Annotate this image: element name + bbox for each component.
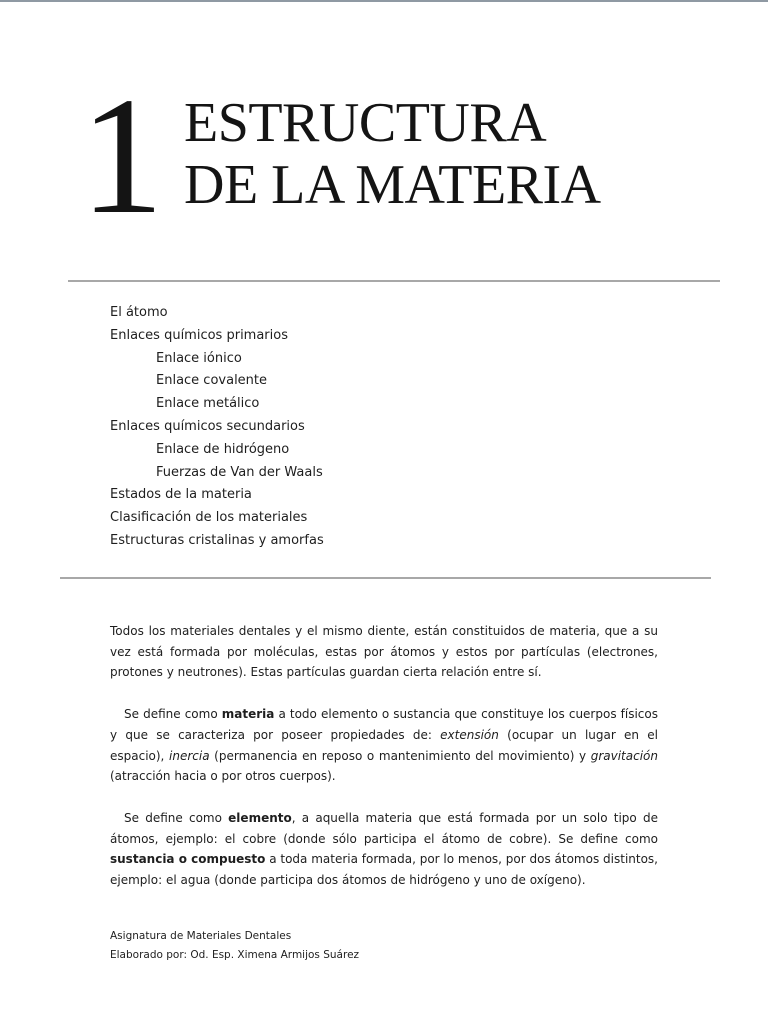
footer-course: Asignatura de Materiales Dentales	[110, 930, 292, 942]
toc-subitem: Enlace metálico	[156, 396, 260, 412]
footer	[110, 927, 359, 964]
term-materia: materia	[221, 707, 275, 722]
paragraph-materia: Se define como materia a todo elemento o sustancia que constituye los cuerpos físicos y que se caracteriza por poseer propiedades de: extensión (ocupar un lugar en el espacio), inercia (permanencia en reposo o mantenimiento del movimiento) y gravitación (atracción hacia o por otros cuerpos).	[110, 707, 658, 784]
chapter-number: 1	[80, 63, 164, 249]
toc-subitem: Fuerzas de Van der Waals	[156, 464, 323, 480]
term-extension: extensión	[440, 727, 499, 742]
chapter-title	[184, 92, 601, 216]
divider-top	[68, 280, 720, 282]
toc-item: Estados de la materia	[110, 487, 252, 503]
toc-item: Enlaces químicos secundarios	[110, 418, 305, 434]
divider-bottom	[60, 577, 711, 579]
chapter-title-line-2: DE LA MATERIA	[184, 154, 601, 216]
footer-author: Elaborado por: Od. Esp. Ximena Armijos Suárez	[110, 948, 360, 961]
paragraph-intro: Todos los materiales dentales y el mismo diente, están constituidos de materia, que a su vez está formada por moléculas, estas por átomos y estos por partículas (electrones, protones y neutrones). Estas partículas guardan cierta relación entre sí.	[110, 624, 658, 680]
term-elemento: elemento	[228, 810, 292, 825]
toc-subitem: Enlace de hidrógeno	[156, 441, 290, 457]
term-sustancia: sustancia o compuesto	[110, 852, 266, 867]
toc-item: Estructuras cristalinas y amorfas	[110, 532, 324, 548]
term-inercia: inercia	[169, 748, 210, 763]
toc-subitem: Enlace covalente	[156, 373, 268, 389]
body-text	[110, 621, 658, 912]
chapter-title-line-1: ESTRUCTURA	[184, 92, 547, 154]
paragraph-elemento: Se define como elemento, a aquella materia que está formada por un solo tipo de átomos, ejemplo: el cobre (donde sólo participa el átomo de cobre). Se define como sustancia o compuesto a toda materia formada, por lo menos, por dos átomos distintos, ejemplo: el agua (donde participa dos átomos de hidrógeno y uno de oxígeno).	[110, 810, 658, 888]
toc-item: Enlaces químicos primarios	[110, 327, 288, 343]
toc-subitem: Enlace iónico	[156, 350, 242, 366]
table-of-contents	[110, 302, 324, 553]
term-gravitacion: gravitación	[590, 748, 658, 763]
toc-item: El átomo	[110, 305, 168, 320]
top-border	[0, 0, 768, 2]
toc-item: Clasificación de los materiales	[110, 510, 308, 526]
